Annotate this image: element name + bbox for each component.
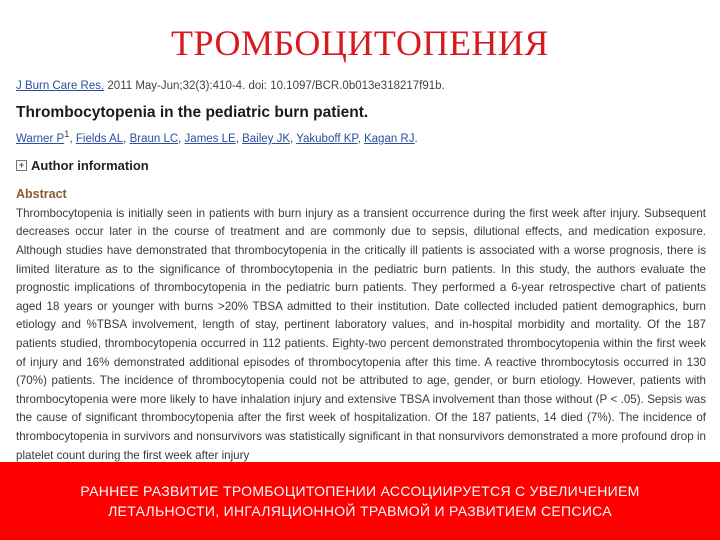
citation [16,80,706,96]
author-list: Warner $P^1$, Fields AL, Braun LC, James LE, Bailey JK, Yakuboff KP, Kagan RJ. [16,129,418,145]
author-link[interactable]: Braun LC [129,132,179,145]
author-link[interactable]: Fields AL [75,132,124,145]
author-link[interactable]: Kagan RJ [363,132,415,145]
abstract-heading: Abstract [16,186,67,201]
author-link[interactable]: Yakuboff KP [296,132,358,145]
article-title: Thrombocytopenia in the pediatric burn patient. [16,104,369,121]
author-info-toggle[interactable] [16,158,706,173]
article-content [16,80,706,465]
conclusion-banner [0,462,720,540]
abstract-text: Thrombocytopenia is initially seen in patients with burn injury as a transient occurrence during the first week after injury. Subsequent decreases occur later in the course of treatment and are commonly due to sepsis, dilutional effects, and medication exposure. Although studies have demonstrated that thrombocytopenia in the critically ill patients is associated with a worse prognosis, there is limited literature as to the significance of thrombocytopenia in the pediatric burn patients. In this study, the authors evaluate the prognostic implications of thrombocytopenia in the pediatric burn patients. They performed a 6-year retrospective chart of patients aged 18 years or younger with burns >20% TBSA admitted to their institution. Date collected included patient demographics, burn etiology and %TBSA involvement, length of stay, pertinent laboratory values, and in-hospital morbidity and mortality. Of the 187 patients studied, thrombocytopenia occurred in 112 patients. Eighty-two percent demonstrated thrombocytopenia within the first week of injury and 16% demonstrated additional episodes of thrombocytopenia after this time. A reactive thrombocytosis occurred in 130 (70%) patients. The incidence of thrombocytopenia could not be attributed to age, gender, or burn etiology. However, patients with thrombocytopenia were more likely to have inhalation injury and extensive TBSA involvement than those without (P < .05). Sepsis was the cause of significant thrombocytopenia after the first week of hospitalization. Of the 187 patients, 14 died (7%). The incidence of thrombocytopenia in survivors and nonsurvivors was statistically significant in that nonsurvivors demonstrated a more profound drop in platelet count during the first week after injury [16,206,706,462]
banner-text: РАННЕЕ РАЗВИТИЕ ТРОМБОЦИТОПЕНИИ АССОЦИИРУЕТСЯ С УВЕЛИЧЕНИЕМ ЛЕТАЛЬНОСТИ, ИНГАЛЯЦИОННОЙ ТРАВМОЙ И РАЗВИТИЕМ СЕПСИСА [80,483,640,519]
citation-details: 2011 May-Jun;32(3):410-4. doi: 10.1097/BCR.0b013e318217f91b. [104,80,445,92]
author-link[interactable]: Bailey JK [242,132,291,145]
journal-link[interactable]: J Burn Care Res. [16,80,105,92]
author-link[interactable]: Warner P [16,132,65,145]
plus-icon[interactable]: + [16,160,27,171]
author-link[interactable]: James LE [184,132,236,145]
author-info-label: Author information [31,157,149,173]
slide-title: ТРОМБОЦИТОПЕНИЯ [171,23,549,63]
